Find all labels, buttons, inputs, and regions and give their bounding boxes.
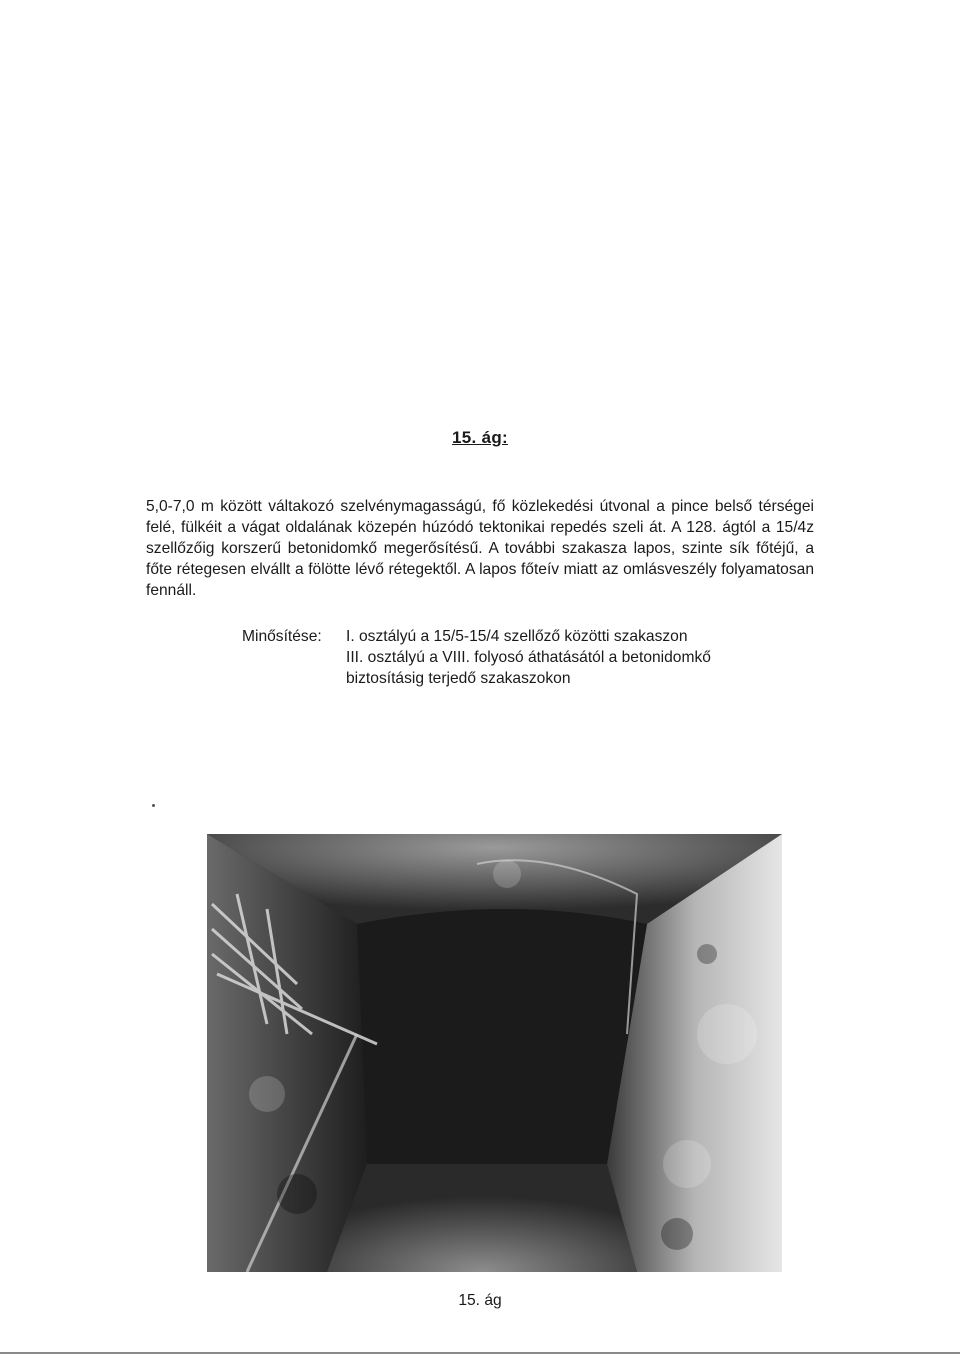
- tunnel-photo: [207, 834, 782, 1272]
- photo-caption: 15. ág: [458, 1292, 502, 1309]
- rating-line: I. osztályú a 15/5-15/4 szellőző közötti szakaszon: [346, 628, 688, 645]
- rating-label: Minősítése:: [242, 628, 322, 645]
- scan-speck: [152, 804, 155, 807]
- page-edge-line: [0, 1352, 960, 1354]
- rating-line: biztosításig terjedő szakaszokon: [346, 670, 571, 687]
- rating-line: III. osztályú a VIII. folyosó áthatásától a betonidomkő: [346, 649, 711, 666]
- page-title: 15. ág:: [452, 428, 508, 447]
- rating-list: [346, 626, 806, 689]
- description-paragraph: 5,0-7,0 m között váltakozó szelvénymagasságú, fő közlekedési útvonal a pince belső térségei felé, fülkéit a vágat oldalának közepén húzódó tektonikai repedés szeli át. A 128. ágtól a 15/4z szellőzőig korszerű betonidomkő megerősítésű. A további szakasza lapos, szinte sík főtéjű, a főte rétegesen elvállt a fölötte lévő rétegektől. A lapos főteív miatt az omlásveszély folyamatosan fennáll.: [146, 498, 814, 599]
